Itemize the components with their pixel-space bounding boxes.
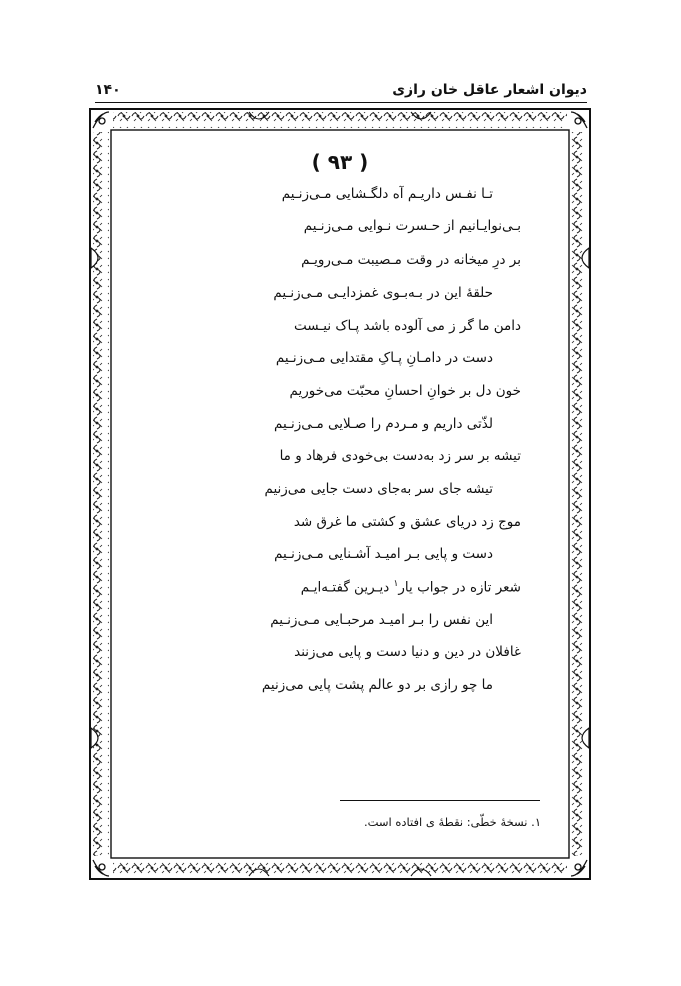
border-right-band: [571, 132, 587, 856]
footnote: ۱. نسخهٔ خطّی: نقطهٔ ی افتاده است.: [363, 815, 541, 829]
footnote-marker: ۱: [393, 579, 399, 589]
verse-line-16: ما چو رازی بر دو عالم پشت پایی می‌زنیم: [261, 677, 493, 693]
border-left-band: [93, 132, 109, 856]
page-header: [95, 78, 587, 102]
border-bottom-band: [113, 860, 567, 876]
verse-line-15: غافلان در دین و دنیا دست و پایی می‌زنند: [294, 644, 521, 660]
verse-line-4: حلقهٔ این در بـه‌بـوی غمزدایـی مـی‌زنـیم: [273, 285, 493, 301]
verse-line-9: تیشه بر سر زد به‌دست بی‌خودی فرهاد و ما: [279, 448, 521, 464]
verse-line-2: بـی‌نوایـانیم از حـسرت نـوایی مـی‌زنـیم: [303, 218, 521, 234]
verse-line-13-text: شعر تازه در جواب یار: [398, 579, 521, 596]
footnote-rule: [340, 800, 540, 801]
verse-line-11: موج زد دریای عشق و کشتی ما غرق شد: [293, 514, 521, 530]
verse-line-5: دامن ما گر ز می آلوده باشد پـاک نیـست: [293, 318, 521, 334]
border-top-band: [113, 112, 567, 128]
verse-line-1: تـا نفـس داریـم آه دلگـشایی مـی‌زنـیم: [281, 186, 493, 202]
verse-line-13-tail: دیـرین گفتـه‌ایـم: [300, 579, 394, 596]
running-title: دیوان اشعار عاقل خان رازی: [392, 82, 587, 98]
verse-line-7: خون دل بر خوانِ احسانِ محبّت می‌خوریم: [289, 383, 521, 399]
verse-line-3: بر درِ میخانه در وقت مـصیبت مـی‌رویـم: [301, 252, 521, 268]
verse-line-6: دست در دامـانِ پـاکِ مقتدایی مـی‌زنـیم: [275, 350, 493, 366]
verse-line-8: لذّتی داریم و مـردم را صـلایی مـی‌زنـیم: [274, 416, 493, 432]
poem-number: ( ۹۳ ): [311, 150, 369, 174]
verse-line-10: تیشه جای سر به‌جای دست جایی می‌زنیم: [264, 481, 493, 497]
verse-line-13: [301, 579, 521, 596]
verse-line-14: این نفس را بـر امیـد مرحبـایی مـی‌زنـیم: [270, 612, 493, 628]
verse-line-12: دست و پایی بـر امیـد آشـنایی مـی‌زنـیم: [274, 546, 493, 562]
page-number: ۱۴۰: [95, 82, 121, 98]
header-rule: [95, 102, 587, 103]
